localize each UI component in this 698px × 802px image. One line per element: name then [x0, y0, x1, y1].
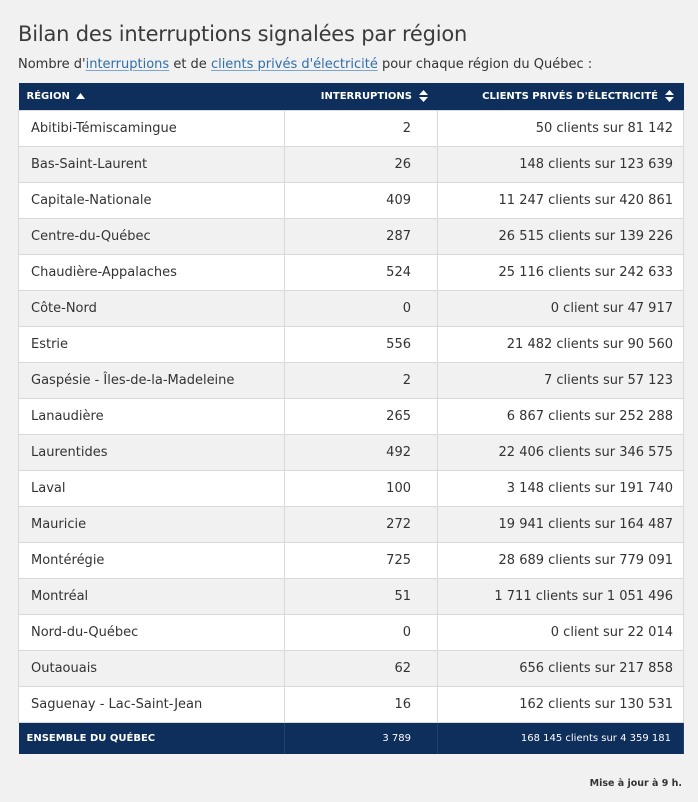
- table-row: [19, 290, 684, 326]
- region-cell: Mauricie: [19, 506, 285, 542]
- column-header-region-label: RÉGION: [26, 90, 70, 102]
- clients-cell: 656 clients sur 217 858: [438, 650, 684, 686]
- region-cell: Bas-Saint-Laurent: [19, 146, 285, 182]
- interruptions-cell: 0: [285, 614, 438, 650]
- sort-arrows-icon: [419, 90, 428, 102]
- clients-cell: 26 515 clients sur 139 226: [438, 218, 684, 254]
- interruptions-cell: 492: [285, 434, 438, 470]
- column-header-interruptions[interactable]: [285, 83, 438, 110]
- region-cell: Nord-du-Québec: [19, 614, 285, 650]
- clients-cell: 50 clients sur 81 142: [438, 110, 684, 146]
- last-updated: Mise à jour à 9 h.: [589, 778, 682, 789]
- region-cell: Centre-du-Québec: [19, 218, 285, 254]
- table-row: [19, 470, 684, 506]
- total-clients: 168 145 clients sur 4 359 181: [438, 722, 684, 754]
- table-row: [19, 182, 684, 218]
- table-row: [19, 398, 684, 434]
- clients-cell: 162 clients sur 130 531: [438, 686, 684, 722]
- clients-cell: 28 689 clients sur 779 091: [438, 542, 684, 578]
- interruptions-cell: 100: [285, 470, 438, 506]
- clients-cell: 0 client sur 47 917: [438, 290, 684, 326]
- clients-cell: 19 941 clients sur 164 487: [438, 506, 684, 542]
- region-cell: Chaudière-Appalaches: [19, 254, 285, 290]
- interruptions-cell: 287: [285, 218, 438, 254]
- clients-cell: 21 482 clients sur 90 560: [438, 326, 684, 362]
- interruptions-cell: 0: [285, 290, 438, 326]
- clients-cell: 148 clients sur 123 639: [438, 146, 684, 182]
- interruptions-cell: 265: [285, 398, 438, 434]
- clients-cell: 25 116 clients sur 242 633: [438, 254, 684, 290]
- table-row: [19, 434, 684, 470]
- clients-cell: 22 406 clients sur 346 575: [438, 434, 684, 470]
- interruptions-cell: 2: [285, 362, 438, 398]
- total-interruptions: 3 789: [285, 722, 438, 754]
- interruptions-cell: 524: [285, 254, 438, 290]
- column-header-interruptions-label: INTERRUPTIONS: [320, 91, 413, 103]
- clients-cell: 11 247 clients sur 420 861: [438, 182, 684, 218]
- table-row: [19, 326, 684, 362]
- table-row: [19, 650, 684, 686]
- interruptions-cell: 2: [285, 110, 438, 146]
- region-cell: Montréal: [19, 578, 285, 614]
- region-cell: Abitibi-Témiscamingue: [19, 110, 285, 146]
- clients-link[interactable]: clients privés d'électricité: [210, 57, 378, 72]
- region-cell: Estrie: [19, 326, 285, 362]
- regions-table: [18, 83, 684, 754]
- interruptions-cell: 409: [285, 182, 438, 218]
- page-title: Bilan des interruptions signalées par région: [18, 22, 468, 46]
- table-header-row: [19, 83, 684, 110]
- table-row: [19, 146, 684, 182]
- region-cell: Lanaudière: [19, 398, 285, 434]
- table-row: [19, 614, 684, 650]
- table-row: [19, 506, 684, 542]
- interruptions-cell: 62: [285, 650, 438, 686]
- region-cell: Côte-Nord: [19, 290, 285, 326]
- clients-cell: 6 867 clients sur 252 288: [438, 398, 684, 434]
- region-cell: Laurentides: [19, 434, 285, 470]
- region-cell: Montérégie: [19, 542, 285, 578]
- subtitle-text-1: Nombre d': [18, 57, 86, 72]
- table-row: [19, 362, 684, 398]
- interruptions-cell: 26: [285, 146, 438, 182]
- triangle-up-icon: [76, 93, 85, 99]
- subtitle-text-3: pour chaque région du Québec :: [377, 57, 593, 72]
- table-footer-row: [19, 722, 684, 754]
- subtitle: [18, 57, 592, 72]
- total-label: ENSEMBLE DU QUÉBEC: [19, 722, 285, 754]
- table-row: [19, 542, 684, 578]
- interruptions-cell: 272: [285, 506, 438, 542]
- table-row: [19, 218, 684, 254]
- interruptions-cell: 51: [285, 578, 438, 614]
- table-row: [19, 578, 684, 614]
- table-row: [19, 110, 684, 146]
- column-header-clients[interactable]: [438, 83, 684, 110]
- region-cell: Laval: [19, 470, 285, 506]
- region-cell: Capitale-Nationale: [19, 182, 285, 218]
- subtitle-text-2: et de: [169, 57, 211, 72]
- interruptions-cell: 725: [285, 542, 438, 578]
- clients-cell: 1 711 clients sur 1 051 496: [438, 578, 684, 614]
- interruptions-cell: 16: [285, 686, 438, 722]
- table-row: [19, 686, 684, 722]
- column-header-clients-label: CLIENTS PRIVÉS D'ÉLECTRICITÉ: [482, 91, 659, 103]
- table-row: [19, 254, 684, 290]
- region-cell: Gaspésie - Îles-de-la-Madeleine: [19, 362, 285, 398]
- interruptions-link[interactable]: interruptions: [85, 57, 170, 72]
- column-header-region[interactable]: [19, 83, 285, 110]
- clients-cell: 7 clients sur 57 123: [438, 362, 684, 398]
- interruptions-cell: 556: [285, 326, 438, 362]
- sort-arrows-icon: [665, 90, 674, 102]
- clients-cell: 0 client sur 22 014: [438, 614, 684, 650]
- region-cell: Outaouais: [19, 650, 285, 686]
- region-cell: Saguenay - Lac-Saint-Jean: [19, 686, 285, 722]
- clients-cell: 3 148 clients sur 191 740: [438, 470, 684, 506]
